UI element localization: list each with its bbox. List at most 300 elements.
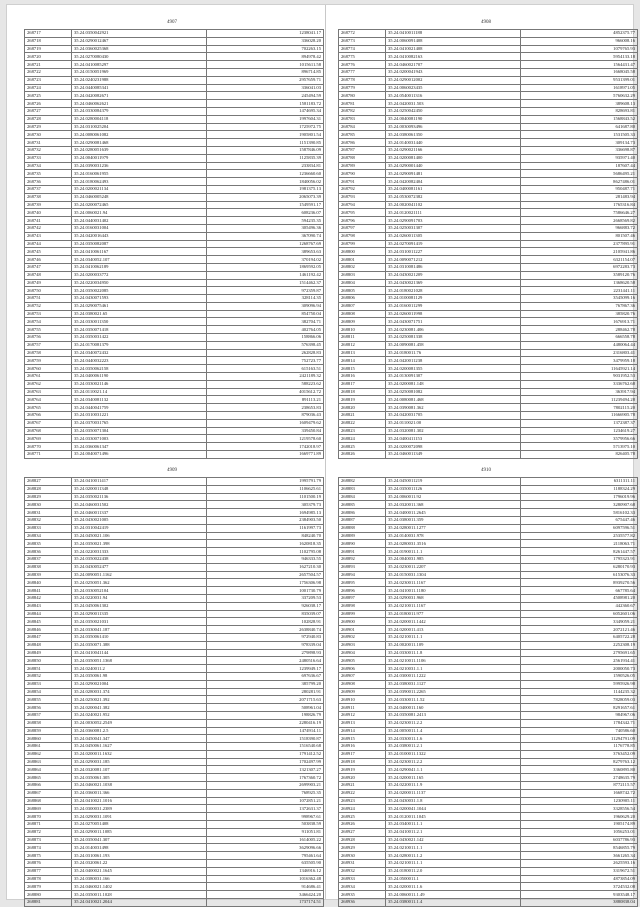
table-row (339, 657, 638, 665)
table-row (339, 271, 638, 279)
table-row (339, 509, 638, 517)
table-row (25, 232, 324, 240)
row-id-cell: 268877 (25, 867, 72, 875)
table-row (25, 875, 324, 883)
table-row (25, 540, 324, 548)
amount-cell: 3479959.18 (521, 357, 638, 365)
amount-cell: 385820.76 (521, 310, 638, 318)
amount-cell: 102828.91 (207, 618, 324, 626)
table-row (339, 107, 638, 115)
table-row (25, 501, 324, 509)
row-id-cell: 268906 (339, 665, 386, 673)
row-id-cell: 268852 (25, 672, 72, 680)
amount-cell: 402764.05 (207, 326, 324, 334)
table-row (339, 524, 638, 532)
table-row (25, 493, 324, 501)
amount-cell: 835039.07 (207, 610, 324, 618)
amount-cell: 6280170.93 (521, 563, 638, 571)
row-id-cell: 268772 (339, 30, 386, 38)
table-row (339, 532, 638, 540)
parcel-code-cell: 35.24.0250081082 (386, 388, 521, 396)
row-id-cell: 268882 (339, 478, 386, 486)
amount-cell: 641687.80 (521, 123, 638, 131)
row-id-cell: 268808 (339, 310, 386, 318)
amount-cell: 2748635.79 (521, 774, 638, 782)
row-id-cell: 268820 (339, 404, 386, 412)
parcel-code-cell: 35.24.0310042419 (72, 524, 207, 532)
table-row (25, 672, 324, 680)
amount-cell: 7828059.03 (521, 696, 638, 704)
row-id-cell: 268837 (25, 555, 72, 563)
parcel-code-cell: 35.24.0060011.1.49 (386, 891, 521, 899)
table-row (25, 435, 324, 443)
parcel-code-cell: 35.24.0290091703 (386, 217, 521, 225)
amount-cell: 1590526.05 (521, 672, 638, 680)
amount-cell: 5760632.29 (521, 92, 638, 100)
table-row (339, 563, 638, 571)
amount-cell: 914686.41 (207, 883, 324, 891)
table-row (25, 240, 324, 248)
amount-cell: 1238041.17 (207, 30, 324, 38)
amount-cell: 935971.40 (521, 154, 638, 162)
parcel-code-cell: 35.24.0080061082 (72, 131, 207, 139)
row-id-cell: 268925 (339, 813, 386, 821)
row-id-cell: 268912 (339, 711, 386, 719)
amount-cell: 1767360.72 (207, 774, 324, 782)
row-id-cell: 268768 (25, 427, 72, 435)
parcel-code-cell: 35.24.0170081379 (72, 341, 207, 349)
row-id-cell: 268750 (25, 287, 72, 295)
parcel-code-cell: 35.24.0350061.98 (72, 672, 207, 680)
parcel-code-cell: 35.24.0090071212 (386, 256, 521, 264)
amount-cell: 2071715.63 (207, 696, 324, 704)
row-id-cell: 268865 (25, 774, 72, 782)
table-row (25, 341, 324, 349)
table-row (339, 899, 638, 907)
parcel-code-cell: 35.24.0420082404 (386, 178, 521, 186)
row-id-cell: 268841 (25, 587, 72, 595)
table-row (339, 555, 638, 563)
amount-cell: 336041.03 (207, 84, 324, 92)
amount-cell: 2377895.91 (521, 240, 638, 248)
row-id-cell: 268771 (25, 451, 72, 459)
parcel-code-cell: 35.24.0240021.952 (72, 711, 207, 719)
parcel-code-cell: 35.24.0350031422 (72, 334, 207, 342)
row-id-cell: 268800 (339, 248, 386, 256)
parcel-code-cell: 35.24.0200011.1.6 (386, 883, 521, 891)
amount-cell: 702263.15 (207, 45, 324, 53)
amount-cell: 2421189.32 (207, 373, 324, 381)
amount-cell: 3579956.66 (521, 435, 638, 443)
parcel-code-cell: 35.24.0360061347 (72, 443, 207, 451)
amount-cell: 11645921.14 (521, 365, 638, 373)
table-row (339, 349, 638, 357)
amount-cell: 795461.64 (207, 852, 324, 860)
amount-cell: 309134.73 (521, 139, 638, 147)
table-row (25, 146, 324, 154)
row-id-cell: 268931 (339, 860, 386, 868)
parcel-code-cell: 35.24.0110021.14 (72, 388, 207, 396)
table-row (25, 485, 324, 493)
table-row (339, 633, 638, 641)
row-id-cell: 268799 (339, 240, 386, 248)
amount-cell: 1960629.20 (521, 813, 638, 821)
amount-cell: 1161997.73 (207, 524, 324, 532)
amount-cell: 2231441.11 (521, 287, 638, 295)
row-id-cell: 268809 (339, 318, 386, 326)
parcel-code-cell: 35.24.0290021004 (72, 680, 207, 688)
parcel-code-cell: 35.24.0410062189 (72, 263, 207, 271)
amount-cell: 8261447.57 (521, 548, 638, 556)
row-id-cell: 268862 (25, 750, 72, 758)
row-id-cell: 268861 (25, 743, 72, 751)
parcel-code-cell: 35.24.0290041.1.1 (386, 766, 521, 774)
table-row (25, 633, 324, 641)
parcel-code-cell: 35.24.0460005248 (72, 193, 207, 201)
table-row (339, 548, 638, 556)
row-id-cell: 268787 (339, 146, 386, 154)
table-row (25, 750, 324, 758)
amount-cell: 4852375.77 (521, 30, 638, 38)
amount-cell: 1869592.05 (207, 263, 324, 271)
table-row (339, 404, 638, 412)
row-id-cell: 268915 (339, 735, 386, 743)
amount-cell: 608236.07 (207, 209, 324, 217)
row-id-cell: 268724 (25, 84, 72, 92)
parcel-code-cell: 35.24.0430052477 (72, 563, 207, 571)
table-row (339, 782, 638, 790)
amount-cell: 7802115.20 (521, 404, 638, 412)
data-table (24, 477, 324, 907)
parcel-code-cell: 35.24.0400011.160 (386, 704, 521, 712)
table-row (25, 365, 324, 373)
table-row (339, 443, 638, 451)
parcel-code-cell: 35.24.0160061955 (72, 170, 207, 178)
parcel-code-cell: 35.24.0400081161 (386, 185, 521, 193)
table-row (25, 123, 324, 131)
amount-cell: 337209.53 (207, 594, 324, 602)
parcel-code-cell: 35.24.0090081.458 (386, 341, 521, 349)
amount-cell: 6972283.73 (521, 263, 638, 271)
row-id-cell: 268741 (25, 217, 72, 225)
amount-cell: 8546855.79 (521, 844, 638, 852)
table-row (25, 326, 324, 334)
row-id-cell: 268836 (25, 548, 72, 556)
table-row (339, 92, 638, 100)
table-row (25, 388, 324, 396)
amount-cell: 1518390.87 (207, 735, 324, 743)
table-row (25, 334, 324, 342)
table-row (25, 68, 324, 76)
table-row (339, 61, 638, 69)
row-id-cell: 268881 (25, 899, 72, 907)
table-row (25, 115, 324, 123)
table-row (25, 516, 324, 524)
row-id-cell: 268854 (25, 688, 72, 696)
row-id-cell: 268757 (25, 341, 72, 349)
row-id-cell: 268895 (339, 579, 386, 587)
amount-cell: 667785.64 (521, 587, 638, 595)
row-id-cell: 268758 (25, 349, 72, 357)
table-row (25, 271, 324, 279)
row-id-cell: 268891 (339, 548, 386, 556)
table-row (339, 587, 638, 595)
parcel-code-cell: 35.24.0230081.406 (386, 326, 521, 334)
parcel-code-cell: 35.24.0410082163 (386, 53, 521, 61)
parcel-code-cell: 35.24.0140031440 (386, 139, 521, 147)
amount-cell: 1102795.08 (207, 548, 324, 556)
parcel-code-cell: 35.24.0330041.187 (72, 626, 207, 634)
amount-cell: 3319672.51 (521, 867, 638, 875)
parcel-code-cell: 35.24.0250031307 (386, 224, 521, 232)
row-id-cell: 268855 (25, 696, 72, 704)
amount-cell: 245494.59 (207, 92, 324, 100)
parcel-code-cell: 35.24.0040031.985 (386, 555, 521, 563)
amount-cell: 5686495.21 (521, 170, 638, 178)
row-id-cell: 268742 (25, 224, 72, 232)
table-row (339, 478, 638, 486)
amount-cell: 1669771.89 (207, 451, 324, 459)
amount-cell: 1346916.12 (207, 867, 324, 875)
amount-cell: 1368620.58 (521, 279, 638, 287)
table-row (339, 493, 638, 501)
table-row (339, 743, 638, 751)
parcel-code-cell: 35.24.0410021.1016 (72, 797, 207, 805)
amount-cell: 635505.90 (207, 860, 324, 868)
amount-cell: 972359.87 (207, 287, 324, 295)
row-id-cell: 268781 (339, 100, 386, 108)
row-id-cell: 268826 (339, 451, 386, 459)
row-id-cell: 268894 (339, 571, 386, 579)
table-row (339, 766, 638, 774)
row-id-cell: 268811 (339, 334, 386, 342)
amount-cell: 367090.74 (207, 232, 324, 240)
amount-cell: 697636.67 (207, 672, 324, 680)
parcel-code-cell: 35.24.0160011299 (386, 302, 521, 310)
amount-cell: 1219578.60 (207, 435, 324, 443)
data-table (24, 29, 324, 459)
table-row (25, 209, 324, 217)
row-id-cell: 268804 (339, 279, 386, 287)
row-id-cell: 268847 (25, 633, 72, 641)
parcel-code-cell: 35.24.0200041.382 (72, 704, 207, 712)
table-row (339, 396, 638, 404)
amount-cell: 1995791.79 (207, 478, 324, 486)
amount-cell: 6097596.51 (521, 524, 638, 532)
parcel-code-cell: 35.24.0340011.1.1 (386, 821, 521, 829)
table-row (339, 139, 638, 147)
row-id-cell: 268875 (25, 852, 72, 860)
row-id-cell: 268868 (25, 797, 72, 805)
amount-cell: 288462.78 (521, 326, 638, 334)
amount-cell: 2657504.57 (207, 571, 324, 579)
amount-cell: 3880838.04 (521, 899, 638, 907)
row-id-cell: 268921 (339, 782, 386, 790)
amount-cell: 1125835.39 (207, 154, 324, 162)
parcel-code-cell: 35.24.0360011.366 (72, 789, 207, 797)
amount-cell: 2252308.19 (521, 641, 638, 649)
amount-cell: 926038.17 (207, 602, 324, 610)
row-id-cell: 268774 (339, 45, 386, 53)
parcel-code-cell: 35.24.0040011979 (72, 154, 207, 162)
amount-cell: 1618971.05 (521, 84, 638, 92)
parcel-code-cell: 35.24.0400011.2645 (386, 509, 521, 517)
amount-cell: 1905174.89 (521, 821, 638, 829)
row-id-cell: 268863 (25, 758, 72, 766)
table-row (339, 263, 638, 271)
table-row (339, 641, 638, 649)
amount-cell: 9031952.53 (521, 373, 638, 381)
row-id-cell: 268870 (25, 813, 72, 821)
amount-cell: 187607.44 (521, 162, 638, 170)
table-row (339, 45, 638, 53)
row-id-cell: 268827 (25, 478, 72, 486)
row-id-cell: 268762 (25, 380, 72, 388)
parcel-code-cell: 35.24.0410021.2044 (72, 899, 207, 907)
amount-cell: 1765316.84 (521, 201, 638, 209)
data-table (338, 29, 638, 459)
amount-cell: 4015612.72 (207, 388, 324, 396)
row-id-cell: 268726 (25, 100, 72, 108)
table-row (339, 813, 638, 821)
table-row (25, 30, 324, 38)
column-divider (325, 5, 326, 899)
row-id-cell: 268821 (339, 412, 386, 420)
table-row (25, 883, 324, 891)
row-id-cell: 268833 (25, 524, 72, 532)
amount-cell: 2699903.21 (207, 782, 324, 790)
row-id-cell: 268853 (25, 680, 72, 688)
table-row (339, 318, 638, 326)
table-row (339, 750, 638, 758)
amount-cell: 1791412.52 (207, 750, 324, 758)
table-row (25, 828, 324, 836)
parcel-code-cell: 35.24.0330021146 (72, 380, 207, 388)
row-id-cell: 268743 (25, 232, 72, 240)
row-id-cell: 268783 (339, 115, 386, 123)
parcel-code-cell: 35.24.0390011.2265 (386, 688, 521, 696)
amount-cell: 594235.35 (207, 217, 324, 225)
row-id-cell: 268907 (339, 672, 386, 680)
parcel-code-cell: 35.24.0080081.468 (386, 396, 521, 404)
parcel-code-cell: 35.24.0060023435 (386, 84, 521, 92)
row-id-cell: 268812 (339, 341, 386, 349)
parcel-code-cell: 35.24.0400021.1645 (72, 867, 207, 875)
row-id-cell: 268872 (25, 828, 72, 836)
amount-cell: 666558.78 (521, 334, 638, 342)
parcel-code-cell: 35.24.0410021408 (386, 45, 521, 53)
parcel-code-cell: 35.24.0350021136 (72, 493, 207, 501)
parcel-code-cell: 35.24.0290091481 (386, 170, 521, 178)
row-id-cell: 268744 (25, 240, 72, 248)
parcel-code-cell: 35.24.0200081.148 (386, 380, 521, 388)
amount-cell: 2561934.41 (521, 657, 638, 665)
parcel-code-cell: 35.24.0350051.1368 (72, 657, 207, 665)
parcel-code-cell: 35.24.0440032223 (72, 357, 207, 365)
amount-cell: 879036.43 (207, 412, 324, 420)
table-row (25, 201, 324, 209)
table-row (25, 478, 324, 486)
table-row (339, 610, 638, 618)
parcel-code-cell: 35.24.0060091408 (386, 37, 521, 45)
row-id-cell: 268721 (25, 61, 72, 69)
table-row (339, 828, 638, 836)
row-id-cell: 268879 (25, 883, 72, 891)
row-id-cell: 268860 (25, 735, 72, 743)
parcel-code-cell: 35.24.0210011.1106 (386, 657, 521, 665)
row-id-cell: 268902 (339, 633, 386, 641)
table-row (25, 107, 324, 115)
row-id-cell: 268760 (25, 365, 72, 373)
table-row (339, 217, 638, 225)
amount-cell: 1795323.91 (521, 555, 638, 563)
amount-cell: 1321307.27 (207, 766, 324, 774)
parcel-code-cell: 35.24.0380021.65 (72, 310, 207, 318)
table-row (339, 501, 638, 509)
table-row (25, 727, 324, 735)
parcel-code-cell: 35.24.0330011.1.8 (386, 649, 521, 657)
row-id-cell: 268723 (25, 76, 72, 84)
row-id-cell: 268857 (25, 711, 72, 719)
parcel-code-cell: 35.24.0210011.1.1 (386, 844, 521, 852)
row-id-cell: 268801 (339, 256, 386, 264)
parcel-code-cell: 35.24.0150031.1304 (386, 571, 521, 579)
row-id-cell: 268922 (339, 789, 386, 797)
table-row (339, 711, 638, 719)
parcel-code-cell: 35.24.0350021031 (72, 618, 207, 626)
amount-cell: 233834.81 (207, 162, 324, 170)
parcel-code-cell: 35.24.0340081132 (72, 396, 207, 404)
table-row (339, 735, 638, 743)
row-id-cell: 268788 (339, 154, 386, 162)
amount-cell: 675447.46 (521, 516, 638, 524)
row-id-cell: 268740 (25, 209, 72, 217)
parcel-code-cell: 35.24.0220031.94 (72, 594, 207, 602)
table-row (25, 185, 324, 193)
amount-cell: 1079765.93 (521, 45, 638, 53)
row-id-cell: 268765 (25, 404, 72, 412)
row-id-cell: 268924 (339, 805, 386, 813)
row-id-cell: 268883 (339, 485, 386, 493)
row-id-cell: 268898 (339, 602, 386, 610)
row-id-cell: 268823 (339, 427, 386, 435)
row-id-cell: 268785 (339, 131, 386, 139)
row-id-cell: 268850 (25, 657, 72, 665)
row-id-cell: 268844 (25, 610, 72, 618)
row-id-cell: 268828 (25, 485, 72, 493)
table-row (339, 131, 638, 139)
amount-cell: 1372631.37 (207, 805, 324, 813)
parcel-code-cell: 35.24.0390081.362 (386, 404, 521, 412)
parcel-code-cell: 35.24.0430021209 (386, 271, 521, 279)
parcel-code-cell: 35.24.0030052.2549 (72, 719, 207, 727)
table-row (339, 279, 638, 287)
table-row (339, 571, 638, 579)
row-id-cell: 268806 (339, 295, 386, 303)
parcel-code-cell: 35.24.0120021111 (386, 209, 521, 217)
row-id-cell: 268751 (25, 295, 72, 303)
parcel-code-cell: 35.24.0230011.2.2 (386, 758, 521, 766)
row-id-cell: 268916 (339, 743, 386, 751)
table-row (25, 380, 324, 388)
table-row (25, 844, 324, 852)
table-row (339, 380, 638, 388)
row-id-cell: 268753 (25, 310, 72, 318)
parcel-code-cell: 35.24.0140031498 (72, 844, 207, 852)
row-id-cell: 268856 (25, 704, 72, 712)
row-id-cell: 268755 (25, 326, 72, 334)
row-id-cell: 268867 (25, 789, 72, 797)
